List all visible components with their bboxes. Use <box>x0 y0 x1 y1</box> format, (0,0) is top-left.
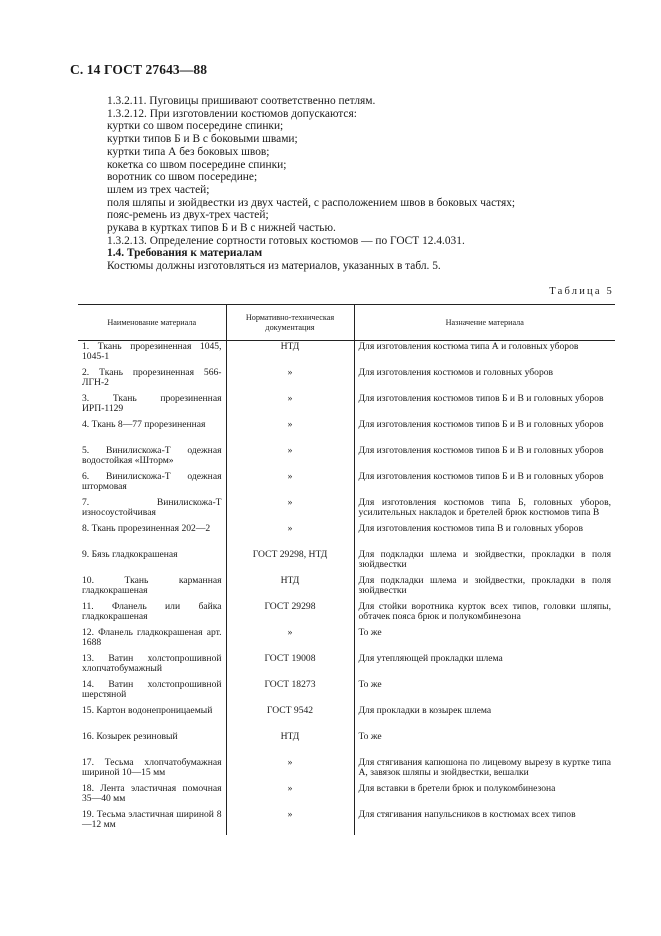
cell-material-name: 2. Ткань прорезиненная 566-ЛГН-2 <box>82 366 222 388</box>
cell-documentation: » <box>226 393 354 419</box>
cell-material-name: 1. Ткань прорезиненная 1045, 1045-1 <box>82 341 222 363</box>
cell-material-name: 10. Ткань карманная гладкокрашеная <box>82 574 222 596</box>
table-row <box>78 679 615 705</box>
table-row <box>78 367 615 393</box>
table-row <box>78 705 615 731</box>
cell-documentation: ГОСТ 9542 <box>226 705 354 731</box>
table-row <box>78 731 615 757</box>
cell-documentation: » <box>226 627 354 653</box>
cell-material-name: 6. Винилискожа-Т одежная штормовая <box>82 470 222 492</box>
cell-material-name: 7. Винилискожа-Т износоустойчивая <box>82 496 222 518</box>
cell-material-name: 12. Фланель гладкокрашеная арт. 1688 <box>82 626 222 648</box>
table-body <box>78 341 615 835</box>
cell-material-purpose: Для изготовления костюмов типов Б и В и головных уборов <box>354 445 615 471</box>
table-row <box>78 783 615 809</box>
paragraph-line: куртки со швом посередине спинки; <box>107 120 284 133</box>
cell-material-purpose: Для изготовления костюмов и головных уборов <box>354 367 615 393</box>
cell-material-name: 3. Ткань прорезиненная ИРП-1129 <box>82 392 222 414</box>
body-text <box>107 95 587 273</box>
paragraph-line: шлем из трех частей; <box>107 183 210 196</box>
cell-documentation: ГОСТ 29298 <box>226 601 354 627</box>
cell-material-purpose: Для подкладки шлема и зюйдвестки, прокладки в поля зюйдвестки <box>354 549 615 575</box>
table-row <box>78 393 615 419</box>
paragraph-line: куртки типа А без боковых швов; <box>107 145 270 158</box>
cell-material-name: 15. Картон водонепроницаемый <box>82 704 213 716</box>
cell-material-name: 13. Ватин холстопрошивной хлопчатобумажный <box>82 652 222 674</box>
table-row <box>78 341 615 367</box>
table-row <box>78 757 615 783</box>
paragraph-line: пояс-ремень из двух-трех частей; <box>107 209 269 222</box>
table-caption: Таблица 5 <box>549 286 614 297</box>
cell-documentation: » <box>226 523 354 549</box>
cell-material-purpose: Для вставки в бретели брюк и полукомбинезона <box>354 783 615 809</box>
cell-material-purpose: Для изготовления костюма типа А и головных уборов <box>354 341 615 367</box>
cell-documentation: » <box>226 783 354 809</box>
cell-material-purpose: Для изготовления костюмов типов Б и В и головных уборов <box>354 419 615 445</box>
cell-material-purpose: То же <box>354 679 615 705</box>
materials-table <box>78 304 615 835</box>
cell-documentation: » <box>226 445 354 471</box>
cell-documentation: ГОСТ 18273 <box>226 679 354 705</box>
cell-material-name: 18. Лента эластичная помочная 35—40 мм <box>82 782 222 804</box>
table-row <box>78 471 615 497</box>
paragraph-line: кокетка со швом посередине спинки; <box>107 158 287 171</box>
page-header: С. 14 ГОСТ 27643—88 <box>70 62 208 77</box>
table-row <box>78 601 615 627</box>
table-row <box>78 627 615 653</box>
table-row <box>78 575 615 601</box>
header-documentation: Нормативно-техническая документация <box>226 305 354 341</box>
cell-material-purpose: Для стягивания капюшона по лицевому вырезу в куртке типа А, завязок шляпы и зюйдвестки, вешалки <box>354 757 615 783</box>
cell-material-purpose: Для стягивания напульсников в костюмах всех типов <box>354 809 615 835</box>
cell-material-purpose: Для подкладки шлема и зюйдвестки, прокладки в поля зюйдвестки <box>354 575 615 601</box>
cell-material-purpose: Для стойки воротника курток всех типов, головки шляпы, обтачек пояса брюк и полукомбинезона <box>354 601 615 627</box>
cell-documentation: ГОСТ 19008 <box>226 653 354 679</box>
table-row <box>78 809 615 835</box>
cell-material-name: 16. Козырек резиновый <box>82 730 178 742</box>
paragraph-line: куртки типов Б и В с боковыми швами; <box>107 133 298 146</box>
cell-documentation: » <box>226 471 354 497</box>
table-row <box>78 445 615 471</box>
paragraph-line: 1.3.2.11. Пуговицы пришивают соответственно петлям. <box>107 95 376 107</box>
paragraph-line: поля шляпы и зюйдвестки из двух частей, с расположением швов в боковых частях; <box>107 196 516 209</box>
paragraph-line: 1.3.2.12. При изготовлении костюмов допускаются: <box>107 107 357 120</box>
cell-material-purpose: То же <box>354 731 615 757</box>
cell-material-purpose: Для прокладки в козырек шлема <box>354 705 615 731</box>
section-heading: 1.4. Требования к материалам <box>107 247 263 260</box>
paragraph-line: рукава в куртках типов Б и В с нижней частью. <box>107 222 336 235</box>
table-row <box>78 653 615 679</box>
cell-material-name: 9. Бязь гладкокрашеная <box>82 548 178 560</box>
cell-material-name: 8. Ткань прорезиненная 202—2 <box>82 522 211 534</box>
cell-documentation: » <box>226 497 354 523</box>
paragraph-line: воротник со швом посередине; <box>107 171 258 184</box>
header-material-name: Наименование материала <box>78 305 226 341</box>
paragraph-list <box>107 95 587 247</box>
cell-material-name: 5. Винилискожа-Т одежная водостойкая «Шторм» <box>82 444 222 466</box>
cell-material-purpose: Для изготовления костюмов типа В и головных уборов <box>354 523 615 549</box>
section-text: Костюмы должны изготовляться из материалов, указанных в табл. 5. <box>107 260 441 273</box>
cell-documentation: » <box>226 809 354 835</box>
cell-documentation: НТД <box>226 341 354 367</box>
cell-documentation: » <box>226 367 354 393</box>
cell-material-purpose: Для изготовления костюмов типа Б, головных уборов, усилительных накладок и бретелей брюк костюмов типа В <box>354 497 615 523</box>
cell-material-purpose: То же <box>354 627 615 653</box>
cell-material-name: 17. Тесьма хлопчатобумажная шириной 10—15 мм <box>82 756 222 778</box>
cell-material-purpose: Для изготовления костюмов типов Б и В и головных уборов <box>354 393 615 419</box>
cell-documentation: ГОСТ 29298, НТД <box>226 549 354 575</box>
table-row <box>78 419 615 445</box>
cell-material-purpose: Для изготовления костюмов типов Б и В и головных уборов <box>354 471 615 497</box>
cell-documentation: НТД <box>226 731 354 757</box>
table-row <box>78 523 615 549</box>
cell-material-name: 14. Ватин холстопрошивной шерстяной <box>82 678 222 700</box>
table-row <box>78 549 615 575</box>
cell-documentation: » <box>226 757 354 783</box>
table-row <box>78 497 615 523</box>
paragraph-line: 1.3.2.13. Определение сортности готовых костюмов — по ГОСТ 12.4.031. <box>107 234 465 247</box>
cell-material-purpose: Для утепляющей прокладки шлема <box>354 653 615 679</box>
cell-material-name: 11. Фланель или байка гладкокрашеная <box>82 600 222 622</box>
header-material-purpose: Назначение материала <box>354 305 615 341</box>
cell-documentation: » <box>226 419 354 445</box>
cell-material-name: 19. Тесьма эластичная шириной 8—12 мм <box>82 808 222 830</box>
table-header-row <box>78 305 615 341</box>
cell-material-name: 4. Ткань 8—77 прорезиненная <box>82 418 206 430</box>
cell-documentation: НТД <box>226 575 354 601</box>
